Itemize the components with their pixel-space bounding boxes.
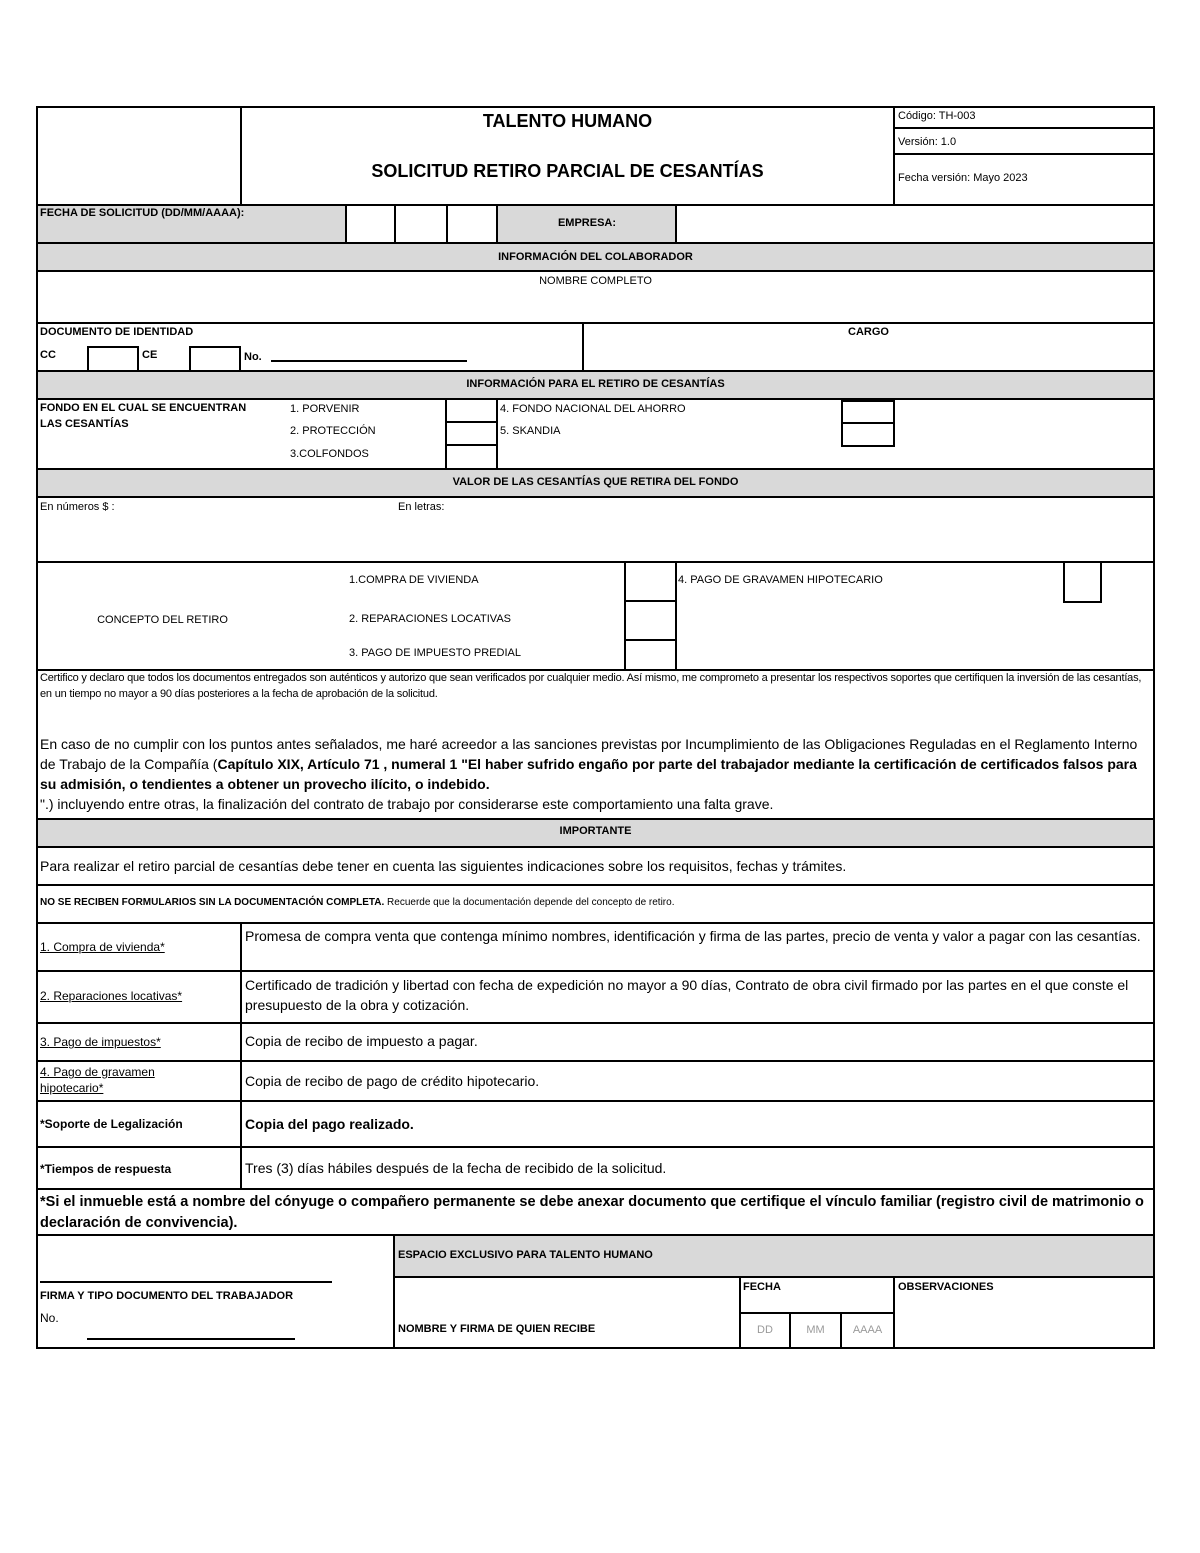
req-4-text: Copia de recibo de pago de crédito hipotecario. xyxy=(245,1073,540,1089)
amount-row[interactable] xyxy=(36,496,1155,563)
id-number-label: No. xyxy=(244,351,262,363)
id-doc-label: DOCUMENTO DE IDENTIDAD xyxy=(40,326,194,338)
fund-option-skandia: 5. SKANDIA xyxy=(500,425,561,437)
req-1-text: Promesa de compra venta que contenga mínimo nombres, identificación y firma de las partes, precio de venta y valor a pagar con las cesantías. xyxy=(245,928,1141,944)
id-number-field[interactable] xyxy=(271,360,467,362)
amount-section-title: VALOR DE LAS CESANTÍAS QUE RETIRA DEL FONDO xyxy=(452,476,739,488)
meta-line-1 xyxy=(893,127,1155,129)
fund-checkbox-porvenir[interactable] xyxy=(445,398,498,423)
req-3-text: Copia de recibo de impuesto a pagar. xyxy=(245,1033,478,1049)
legal-row xyxy=(36,1100,1155,1148)
ce-label: CE xyxy=(142,349,158,361)
fund-checkbox-fna[interactable] xyxy=(841,400,895,424)
cc-label: CC xyxy=(40,349,56,361)
fund-option-proteccion: 2. PROTECCIÓN xyxy=(290,425,376,437)
req-2-label: 2. Reparaciones locativas* xyxy=(40,989,183,1003)
req-row-4 xyxy=(36,1060,1155,1102)
req-2-text: Certificado de tradición y libertad con fecha de expedición no mayor a 90 días, Contrato de obra civil firmado por las partes en el que conste el presupuesto de la obra y cotización. xyxy=(245,977,1129,1013)
fund-option-porvenir: 1. PORVENIR xyxy=(290,403,360,415)
req-4-label: 4. Pago de gravamen hipotecario* xyxy=(40,1065,155,1096)
important-intro: Para realizar el retiro parcial de cesantías debe tener en cuenta las siguientes indicaciones sobre los requisitos, fechas y trámites. xyxy=(40,858,847,874)
no-forms-rest: Recuerde que la documentación depende del concepto de retiro. xyxy=(384,897,675,908)
spouse-note: *Si el inmueble está a nombre del cónyuge o compañero permanente se debe anexar documento que certifique el vínculo familiar (registro civil de matrimonio o declaración de convivencia). xyxy=(40,1194,1144,1231)
request-date-yyyy-field[interactable] xyxy=(446,206,498,242)
important-section-title: IMPORTANTE xyxy=(559,825,632,837)
fund-option-fna: 4. FONDO NACIONAL DEL AHORRO xyxy=(500,403,686,415)
request-date-mm-field[interactable] xyxy=(394,206,446,242)
position-label: CARGO xyxy=(848,326,889,338)
exclusive-label: ESPACIO EXCLUSIVO PARA TALENTO HUMANO xyxy=(398,1249,653,1261)
employee-section-title: INFORMACIÓN DEL COLABORADOR xyxy=(498,251,693,263)
concept-label: CONCEPTO DEL RETIRO xyxy=(97,614,228,626)
sanction-bold: Capítulo XIX, Artículo 71 , numeral 1 "El haber sufrido engaño por parte del trabajador mediante la certificación de certificados falsos para su admisión, o tendientes a obtener un provecho ilícito, o indebido. xyxy=(40,755,1137,792)
ce-checkbox[interactable] xyxy=(189,346,241,370)
observations-field[interactable] xyxy=(895,1296,1153,1347)
signature-label: FIRMA Y TIPO DOCUMENTO DEL TRABAJADOR xyxy=(40,1290,294,1302)
signature-no-label: No. xyxy=(40,1311,59,1325)
full-name-label: NOMBRE COMPLETO xyxy=(539,275,652,287)
concept-checkbox-reparaciones[interactable] xyxy=(624,600,677,641)
signature-line[interactable] xyxy=(40,1281,332,1283)
meta-line-2 xyxy=(893,153,1155,155)
concept-checkbox-predial[interactable] xyxy=(624,639,677,671)
legal-text: Copia del pago realizado. xyxy=(245,1116,414,1132)
meta-divider xyxy=(893,106,895,206)
request-date-label: FECHA DE SOLICITUD (DD/MM/AAAA): xyxy=(40,207,245,219)
company-field[interactable] xyxy=(675,206,1153,242)
fund-label-1: FONDO EN EL CUAL SE ENCUENTRAN xyxy=(40,402,247,414)
sanction-end: ".) incluyendo entre otras, la finalización del contrato de trabajo por considerarse este comportamiento una falta grave. xyxy=(40,795,774,812)
mm-placeholder: MM xyxy=(806,1324,825,1336)
fund-option-colfondos: 3.COLFONDOS xyxy=(290,448,369,460)
footer-date-label: FECHA xyxy=(743,1281,781,1293)
amount-letters-label: En letras: xyxy=(398,501,445,513)
doc-code: Código: TH-003 xyxy=(898,110,976,122)
fund-checkbox-skandia[interactable] xyxy=(841,422,895,447)
certify-text: Certifico y declaro que todos los documentos entregados son auténticos y autorizo que sean verificados por cualquier medio. Así mismo, me comprometo a presentar los respectivos soportes que certifiquen la inversión de las cesantías, en un tiempo no mayor a 90 días posteriores a la fecha de aprobación de la solicitud. xyxy=(40,672,1142,700)
legal-label: *Soporte de Legalización xyxy=(40,1117,183,1131)
observations-label: OBSERVACIONES xyxy=(898,1281,994,1293)
req-3-label: 3. Pago de impuestos* xyxy=(40,1035,161,1049)
id-divider xyxy=(582,322,584,372)
time-label: *Tiempos de respuesta xyxy=(40,1162,172,1176)
dd-placeholder: DD xyxy=(757,1324,773,1336)
concept-option-vivienda: 1.COMPRA DE VIVIENDA xyxy=(349,574,479,586)
concept-checkbox-vivienda[interactable] xyxy=(624,561,677,602)
fund-label-2: LAS CESANTÍAS xyxy=(40,418,129,430)
no-forms-text xyxy=(40,898,674,908)
time-text: Tres (3) días hábiles después de la fecha de recibido de la solicitud. xyxy=(245,1160,667,1176)
fund-checkbox-colfondos[interactable] xyxy=(445,444,498,470)
page-title: SOLICITUD RETIRO PARCIAL DE CESANTÍAS xyxy=(371,161,764,181)
funds-section-title: INFORMACIÓN PARA EL RETIRO DE CESANTÍAS xyxy=(466,378,725,390)
doc-version: Versión: 1.0 xyxy=(898,136,957,148)
req-row-3 xyxy=(36,1022,1155,1062)
no-forms-bold: NO SE RECIBEN FORMULARIOS SIN LA DOCUMENTACIÓN COMPLETA. xyxy=(40,897,385,908)
company-label: EMPRESA: xyxy=(557,217,617,229)
receiver-label: NOMBRE Y FIRMA DE QUIEN RECIBE xyxy=(398,1323,596,1335)
doc-version-date: Fecha versión: Mayo 2023 xyxy=(898,172,1028,184)
request-date-dd-field[interactable] xyxy=(345,206,394,242)
concept-option-gravamen: 4. PAGO DE GRAVAMEN HIPOTECARIO xyxy=(678,574,883,586)
concept-option-predial: 3. PAGO DE IMPUESTO PREDIAL xyxy=(349,647,521,659)
fund-checkbox-proteccion[interactable] xyxy=(445,421,498,446)
department-title: TALENTO HUMANO xyxy=(482,111,653,131)
req-1-label: 1. Compra de vivienda* xyxy=(40,940,165,954)
concept-option-reparaciones: 2. REPARACIONES LOCATIVAS xyxy=(349,613,511,625)
aaaa-placeholder: AAAA xyxy=(852,1324,883,1336)
concept-checkbox-gravamen[interactable] xyxy=(1063,561,1102,603)
amount-numbers-label: En números $ : xyxy=(40,501,115,513)
signature-no-field[interactable] xyxy=(87,1338,295,1340)
logo-area xyxy=(38,108,240,204)
sanction-text xyxy=(40,735,1150,815)
sanction-intro: En caso de no cumplir con los puntos antes señalados, me haré acreedor a las sanciones previstas por Incumplimiento de las Obligaciones Reguladas en el Reglamento Interno de Trabajo de la Compañía ( xyxy=(40,736,1138,772)
cc-checkbox[interactable] xyxy=(87,346,139,370)
